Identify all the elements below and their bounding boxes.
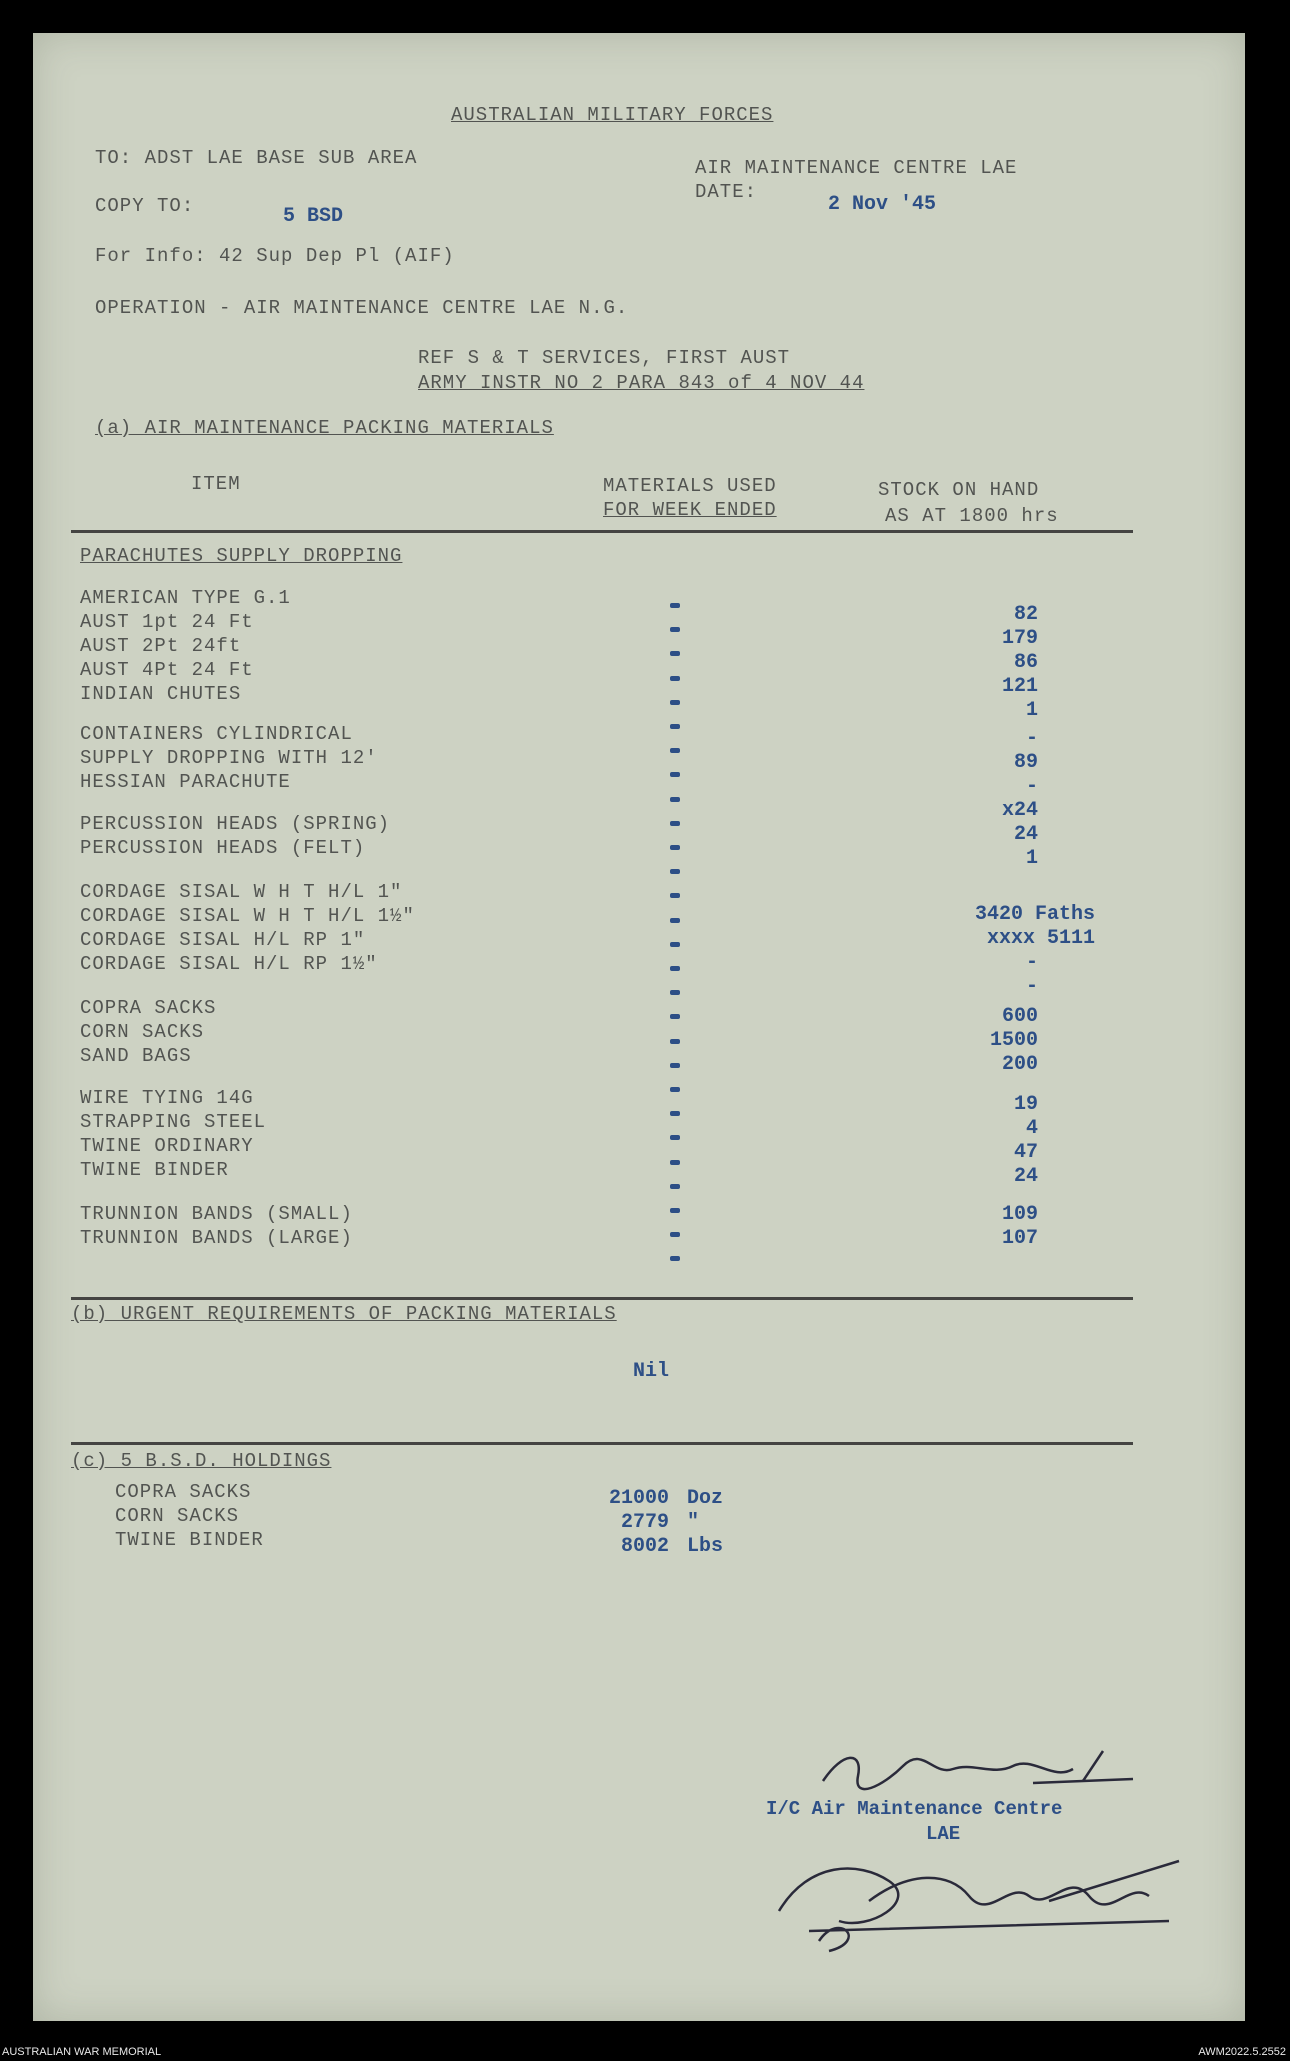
column-used-header-2: FOR WEEK ENDED xyxy=(603,499,777,521)
reference-line-2: ARMY INSTR NO 2 PARA 843 of 4 NOV 44 xyxy=(418,372,865,394)
table-row-item: TRUNNION BANDS (SMALL) xyxy=(80,1203,353,1225)
date-label: DATE: xyxy=(695,181,758,203)
column-stock-header-1: STOCK ON HAND xyxy=(878,479,1040,501)
document-title: AUSTRALIAN MILITARY FORCES xyxy=(451,104,774,126)
table-row-item: WIRE TYING 14G xyxy=(80,1087,254,1109)
table-row-item: AUST 4Pt 24 Ft xyxy=(80,659,254,681)
dash-mark xyxy=(670,1087,680,1092)
table-row-item: TRUNNION BANDS (LARGE) xyxy=(80,1227,353,1249)
dash-mark xyxy=(670,1184,680,1189)
from-line: AIR MAINTENANCE CENTRE LAE xyxy=(695,157,1018,179)
dash-mark xyxy=(670,676,680,681)
table-row-item: SUPPLY DROPPING WITH 12' xyxy=(80,747,378,769)
signature-title-line: I/C Air Maintenance Centre xyxy=(766,1798,1063,1820)
table-row-stock: - xyxy=(1025,951,1038,974)
table-row-item: PERCUSSION HEADS (SPRING) xyxy=(80,813,391,835)
table-row-item: INDIAN CHUTES xyxy=(80,683,242,705)
section-a-title: (a) AIR MAINTENANCE PACKING MATERIALS xyxy=(95,417,554,439)
table-row-stock: 121 xyxy=(1001,675,1038,698)
dash-mark xyxy=(670,724,680,729)
table-row-stock: 1 xyxy=(1025,847,1038,870)
table-row-stock: 1500 xyxy=(989,1029,1038,1052)
dash-mark xyxy=(670,1232,680,1237)
column-used-header-1: MATERIALS USED xyxy=(603,475,777,497)
table-row-stock: 179 xyxy=(1001,627,1038,650)
holdings-item: COPRA SACKS xyxy=(115,1481,252,1503)
table-row-item: CONTAINERS CYLINDRICAL xyxy=(80,723,353,745)
footer-right: AWM2022.5.2552 xyxy=(1198,2046,1286,2058)
table-row-stock: 3420 Faths xyxy=(974,903,1095,926)
operation-line: OPERATION - AIR MAINTENANCE CENTRE LAE N.G. xyxy=(95,297,629,319)
column-item-header: ITEM xyxy=(191,473,241,495)
table-row-stock: - xyxy=(1025,775,1038,798)
signature-location-line: LAE xyxy=(926,1823,961,1845)
date-value: 2 Nov '45 xyxy=(828,193,937,216)
dash-mark xyxy=(670,1063,680,1068)
document-page xyxy=(33,33,1245,2021)
dash-mark xyxy=(670,821,680,826)
holdings-item: TWINE BINDER xyxy=(115,1529,264,1551)
holdings-unit: Lbs xyxy=(687,1535,724,1558)
dash-mark xyxy=(670,918,680,923)
table-row-stock: 19 xyxy=(1013,1093,1038,1116)
dash-mark xyxy=(670,966,680,971)
holdings-qty: 2779 xyxy=(620,1511,669,1534)
copy-to-label: COPY TO: xyxy=(95,195,195,217)
table-row-stock: 200 xyxy=(1001,1053,1038,1076)
table-row-item: CORDAGE SISAL H/L RP 1" xyxy=(80,929,366,951)
copy-to-value: 5 BSD xyxy=(283,205,344,228)
header-rule xyxy=(71,530,1133,533)
section-a-end-rule xyxy=(71,1297,1133,1300)
dash-mark xyxy=(670,942,680,947)
dash-mark xyxy=(670,603,680,608)
table-row-stock: x24 xyxy=(1001,799,1038,822)
holdings-unit: Doz xyxy=(687,1487,724,1510)
dash-mark xyxy=(670,651,680,656)
section-c-rule xyxy=(71,1442,1133,1445)
for-info-line: For Info: 42 Sup Dep Pl (AIF) xyxy=(95,245,455,267)
reference-line-1: REF S & T SERVICES, FIRST AUST xyxy=(418,347,791,369)
table-row-stock: 86 xyxy=(1013,651,1038,674)
table-row-stock: 109 xyxy=(1001,1203,1038,1226)
signature-walsham xyxy=(803,1741,1143,1801)
table-row-stock: 24 xyxy=(1013,1165,1038,1188)
section-b-value: Nil xyxy=(633,1360,670,1383)
dash-mark xyxy=(670,1256,680,1261)
dash-mark xyxy=(670,627,680,632)
to-line: TO: ADST LAE BASE SUB AREA xyxy=(95,147,418,169)
dash-mark xyxy=(670,797,680,802)
table-row-item: SAND BAGS xyxy=(80,1045,192,1067)
dash-mark xyxy=(670,869,680,874)
table-row-item: TWINE BINDER xyxy=(80,1159,229,1181)
table-row-item: PERCUSSION HEADS (FELT) xyxy=(80,837,366,859)
table-row-item: STRAPPING STEEL xyxy=(80,1111,267,1133)
holdings-qty: 8002 xyxy=(620,1535,669,1558)
table-row-stock: 107 xyxy=(1001,1227,1038,1250)
table-row-stock: 47 xyxy=(1013,1141,1038,1164)
table-row-stock: 4 xyxy=(1025,1117,1038,1140)
table-row-stock: - xyxy=(1025,975,1038,998)
dash-mark xyxy=(670,1160,680,1165)
table-row-stock: - xyxy=(1025,727,1038,750)
table-row-stock: 89 xyxy=(1013,751,1038,774)
column-stock-header-2: AS AT 1800 hrs xyxy=(885,505,1059,527)
table-row-stock: 24 xyxy=(1013,823,1038,846)
table-row-item: AUST 2Pt 24ft xyxy=(80,635,242,657)
table-row-item: CORDAGE SISAL W H T H/L 1" xyxy=(80,881,403,903)
table-row-item: CORN SACKS xyxy=(80,1021,205,1043)
dash-mark xyxy=(670,1111,680,1116)
table-row-item: AUST 1pt 24 Ft xyxy=(80,611,254,633)
table-row-item: CORDAGE SISAL H/L RP 1½" xyxy=(80,953,378,975)
table-row-item: AMERICAN TYPE G.1 xyxy=(80,587,291,609)
dash-mark xyxy=(670,1208,680,1213)
dash-mark xyxy=(670,1014,680,1019)
table-row-stock: xxxx 5111 xyxy=(986,927,1095,950)
signature-montgomery xyxy=(749,1841,1209,1961)
dash-mark xyxy=(670,845,680,850)
parachutes-subheading: PARACHUTES SUPPLY DROPPING xyxy=(80,545,403,567)
table-row-item: COPRA SACKS xyxy=(80,997,217,1019)
holdings-qty: 21000 xyxy=(608,1487,669,1510)
dash-mark xyxy=(670,748,680,753)
holdings-unit: " xyxy=(687,1511,700,1534)
section-c-title: (c) 5 B.S.D. HOLDINGS xyxy=(71,1450,332,1472)
dash-mark xyxy=(670,772,680,777)
section-b-title: (b) URGENT REQUIREMENTS OF PACKING MATERIALS xyxy=(71,1303,617,1325)
table-row-stock: 1 xyxy=(1025,699,1038,722)
table-row-stock: 82 xyxy=(1013,603,1038,626)
dash-mark xyxy=(670,1135,680,1140)
table-row-item: HESSIAN PARACHUTE xyxy=(80,771,291,793)
dash-mark xyxy=(670,893,680,898)
table-row-item: TWINE ORDINARY xyxy=(80,1135,254,1157)
dash-mark xyxy=(670,700,680,705)
table-row-stock: 600 xyxy=(1001,1005,1038,1028)
footer-left: AUSTRALIAN WAR MEMORIAL xyxy=(2,2046,162,2058)
dash-mark xyxy=(670,990,680,995)
holdings-item: CORN SACKS xyxy=(115,1505,240,1527)
table-row-item: CORDAGE SISAL W H T H/L 1½" xyxy=(80,905,415,927)
dash-mark xyxy=(670,1039,680,1044)
